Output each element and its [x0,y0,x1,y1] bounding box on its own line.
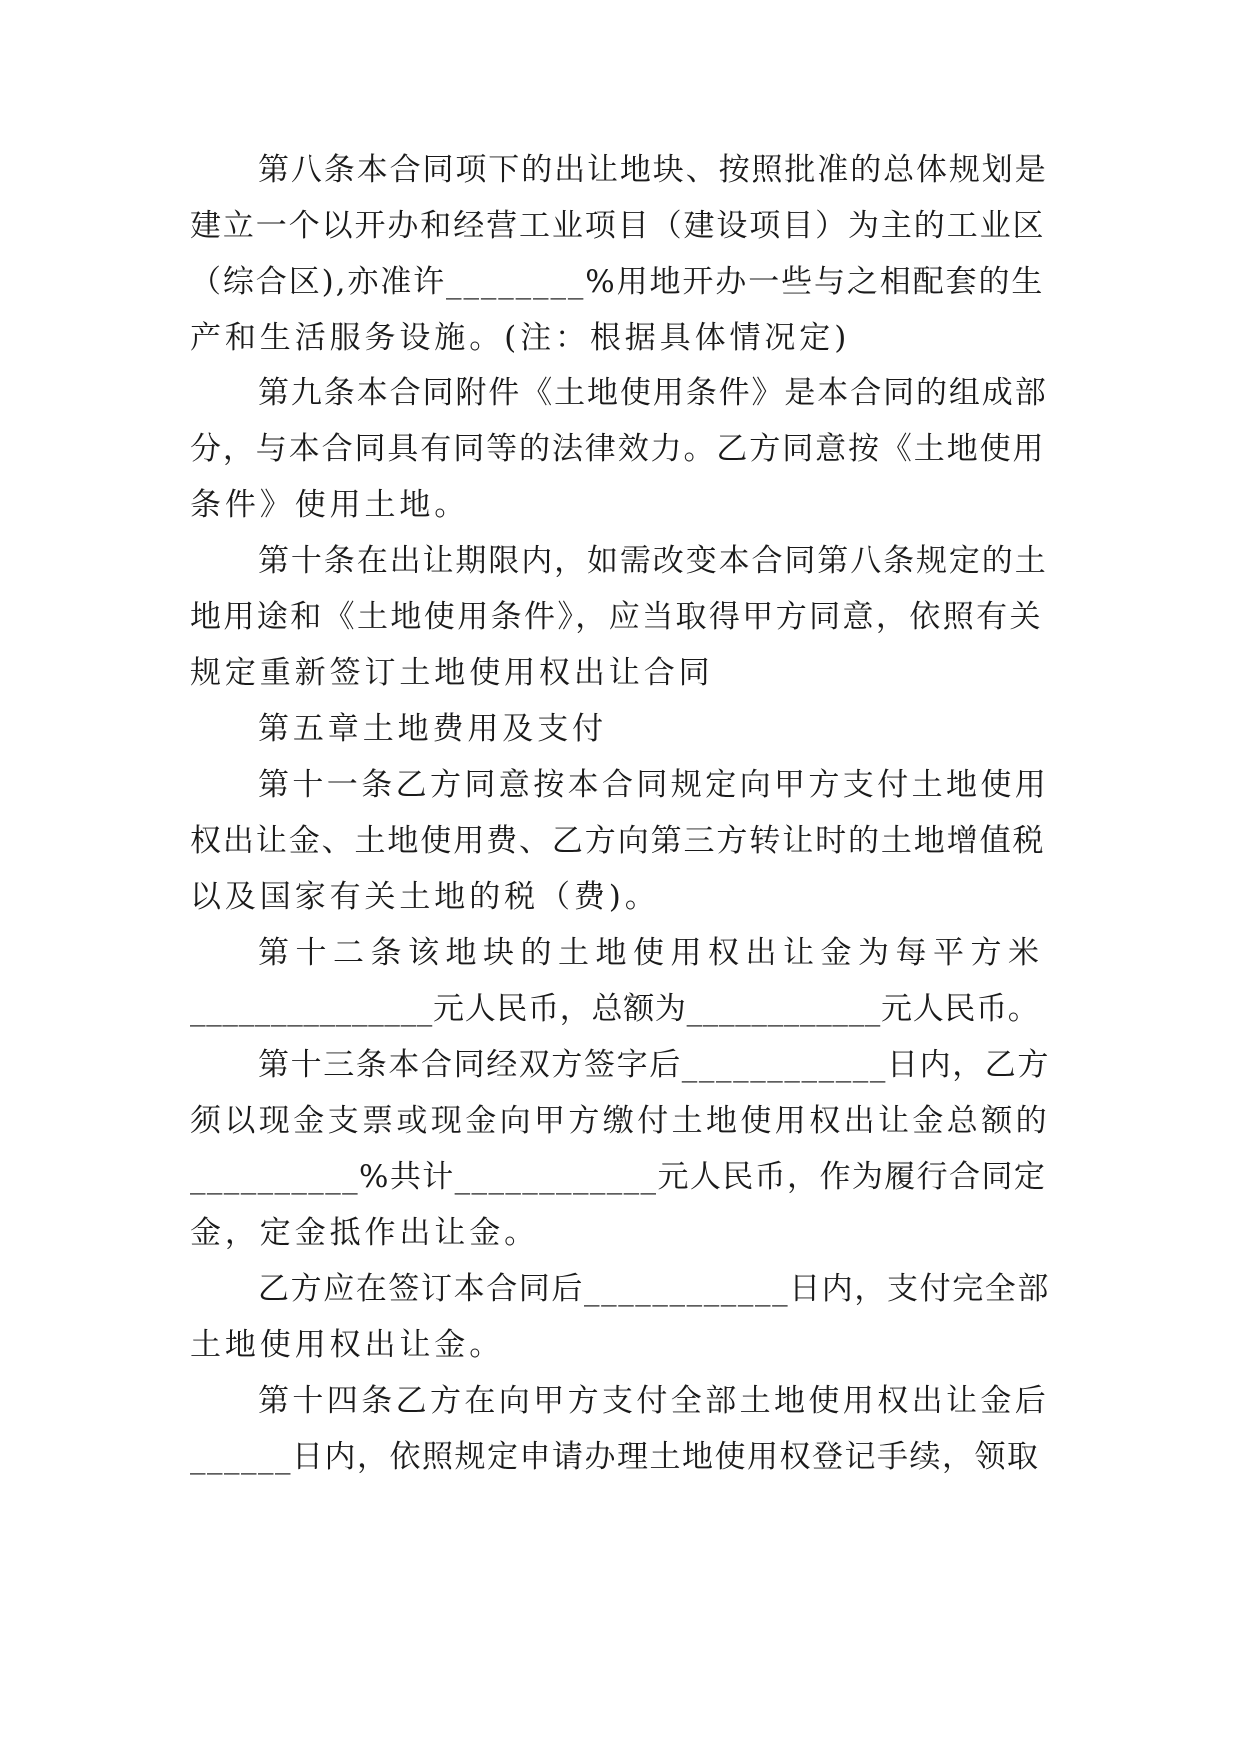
text-line: 分，与本合同具有同等的法律效力。乙方同意按《土地使用 [190,431,1046,467]
text-line: 第十二条该地块的土地使用权出让金为每平方米 [258,935,1046,971]
text-line: （综合区),亦准许________%用地开办一些与之相配套的生 [190,264,1045,300]
text-line: 建立一个以开办和经营工业项目（建设项目）为主的工业区 [190,208,1046,244]
text-line: 第十三条本合同经双方签字后____________日内，乙方 [258,1047,1050,1083]
text-line: 第九条本合同附件《土地使用条件》是本合同的组成部 [258,375,1048,411]
text-line: 第八条本合同项下的出让地块、按照批准的总体规划是 [258,152,1048,188]
text-line: 第十四条乙方在向甲方支付全部土地使用权出让金后 [258,1383,1050,1419]
text-line: 地用途和《土地使用条件》，应当取得甲方同意，依照有关 [190,599,1043,635]
text-line: 土地使用权出让金。 [190,1327,505,1363]
text-line: 须以现金支票或现金向甲方缴付土地使用权出让金总额的 [190,1103,1050,1139]
text-line: _______________元人民币，总额为____________元人民币。 [190,991,1040,1027]
text-line: 权出让金、土地使用费、乙方向第三方转让时的土地增值税 [190,823,1046,859]
text-line: __________%共计____________元人民币，作为履行合同定 [190,1159,1047,1195]
text-line: 条件》使用土地。 [190,487,470,523]
chapter-heading: 第五章土地费用及支付 [258,711,607,747]
text-line: 金，定金抵作出让金。 [190,1215,539,1251]
text-line: 第十条在出让期限内，如需改变本合同第八条规定的土 [258,543,1048,579]
text-line: 以及国家有关土地的税（费)。 [190,879,660,915]
text-line: 乙方应在签订本合同后____________日内，支付完全部 [258,1271,1050,1307]
text-line: ______日内，依照规定申请办理土地使用权登记手续，领取 [190,1439,1040,1475]
text-line: 规定重新签订土地使用权出让合同 [190,655,714,691]
text-line: 产和生活服务设施。(注：根据具体情况定) [190,320,851,356]
text-line: 第十一条乙方同意按本合同规定向甲方支付土地使用 [258,767,1050,803]
